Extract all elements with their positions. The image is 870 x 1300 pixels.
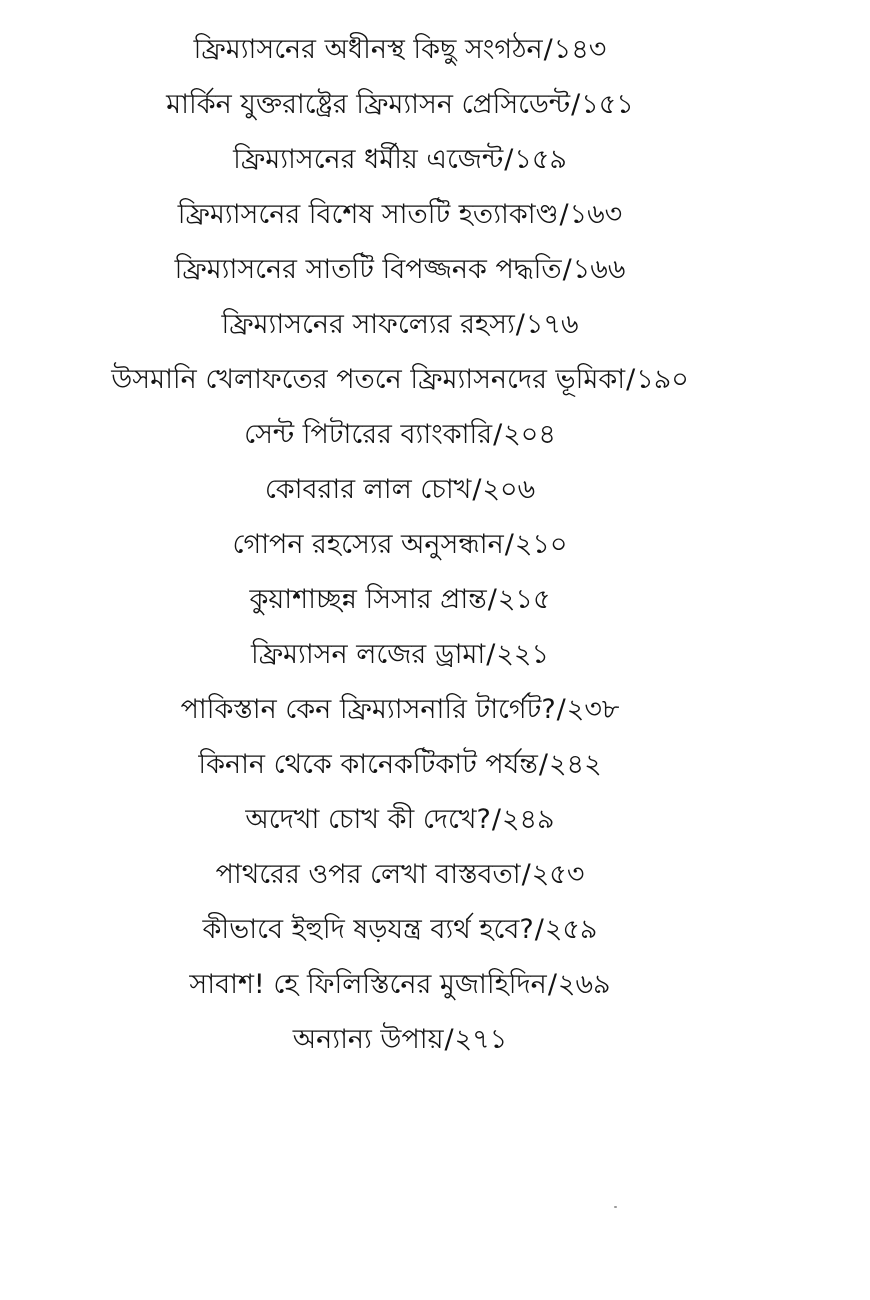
toc-entry-title: কোবরার লাল চোখ: [264, 474, 472, 505]
toc-entry: [0, 690, 800, 745]
toc-entry-page: ২৭১: [454, 1024, 508, 1055]
toc-entry-title: গোপন রহস্যের অনুসন্ধান: [232, 529, 504, 560]
toc-separator: /: [493, 419, 503, 450]
toc-entry-title: ফ্রিম্যাসনের ধর্মীয় এজেন্ট: [233, 144, 504, 175]
toc-entry-page: ১৫১: [581, 89, 634, 120]
toc-entry: [0, 800, 800, 855]
toc-entry-page: ২০৪: [503, 419, 556, 450]
toc-entry-title: পাথরের ওপর লেখা বাস্তবতা: [215, 859, 521, 890]
toc-entry: [0, 965, 800, 1020]
toc-entry: [0, 1020, 800, 1075]
toc-entry: [0, 635, 800, 690]
toc-entry: [0, 580, 800, 635]
toc-entry: [0, 745, 800, 800]
scan-speck: [614, 1206, 617, 1208]
toc-separator: /: [487, 584, 497, 615]
toc-entry: [0, 470, 800, 525]
toc-separator: /: [504, 529, 514, 560]
toc-entry-title: পাকিস্তান কেন ফ্রিম্যাসনারি টার্গেট?: [180, 694, 556, 725]
toc-entry: [0, 415, 800, 470]
toc-entry-title: সেন্ট পিটারের ব্যাংকারি: [244, 419, 493, 450]
toc-entry-page: ২১০: [514, 529, 568, 560]
toc-entry-page: ২৫৩: [531, 859, 585, 890]
toc-entry: [0, 140, 800, 195]
toc-entry-title: উসমানি খেলাফতের পতনে ফ্রিম্যাসনদের ভূমিকা: [111, 364, 626, 395]
toc-separator: /: [472, 474, 482, 505]
toc-entry-title: অন্যান্য উপায়: [292, 1024, 444, 1055]
toc-entry: [0, 525, 800, 580]
toc-separator: /: [515, 309, 525, 340]
table-of-contents: [0, 30, 800, 1075]
toc-entry-title: ফ্রিম্যাসনের অধীনস্থ কিছু সংগঠন: [193, 34, 543, 65]
toc-entry-page: ১৬৬: [572, 254, 626, 285]
toc-entry-title: ফ্রিম্যাসনের সাফল্যের রহস্য: [221, 309, 515, 340]
toc-separator: /: [556, 694, 566, 725]
toc-entry-page: ১৯০: [636, 364, 689, 395]
toc-separator: /: [626, 364, 636, 395]
toc-entry-page: ১৬৩: [569, 199, 623, 230]
toc-separator: /: [444, 1024, 454, 1055]
toc-separator: /: [571, 89, 581, 120]
toc-separator: /: [538, 749, 548, 780]
toc-entry-page: ২৪২: [549, 749, 602, 780]
toc-entry-title: সাবাশ! হে ফিলিস্তিনের মুজাহিদিন: [189, 969, 547, 1000]
toc-entry-title: কীভাবে ইহুদি ষড়যন্ত্র ব্যর্থ হবে?: [202, 914, 534, 945]
toc-entry-page: ২১৫: [497, 584, 551, 615]
toc-entry-page: ১৫৯: [514, 144, 567, 175]
toc-entry-title: ফ্রিম্যাসন লজের ড্রামা: [250, 639, 486, 670]
toc-separator: /: [562, 254, 572, 285]
toc-entry-page: ২৩৮: [566, 694, 620, 725]
toc-entry-title: কিনান থেকে কানেকটিকাট পর্যন্ত: [198, 749, 538, 780]
toc-entry-page: ২৫৯: [544, 914, 598, 945]
toc-entry: [0, 250, 800, 305]
toc-separator: /: [486, 639, 496, 670]
toc-entry: [0, 360, 800, 415]
toc-entry-page: ১৭৬: [525, 309, 579, 340]
toc-entry-page: ১৪৩: [553, 34, 607, 65]
toc-entry: [0, 305, 800, 360]
toc-entry-page: ২২১: [496, 639, 550, 670]
toc-entry: [0, 30, 800, 85]
toc-entry: [0, 855, 800, 910]
toc-entry-page: ২০৬: [482, 474, 536, 505]
toc-entry: [0, 910, 800, 965]
toc-separator: /: [521, 859, 531, 890]
toc-entry-title: ফ্রিম্যাসনের বিশেষ সাতটি হত্যাকাণ্ড: [177, 199, 559, 230]
toc-separator: /: [559, 199, 569, 230]
toc-entry-page: ২৪৯: [501, 804, 555, 835]
toc-entry-title: মার্কিন যুক্তরাষ্ট্রের ফ্রিম্যাসন প্রেসিডেন্ট: [166, 89, 571, 120]
toc-entry-title: অদেখা চোখ কী দেখে?: [245, 804, 491, 835]
toc-entry-page: ২৬৯: [557, 969, 611, 1000]
toc-entry: [0, 85, 800, 140]
toc-separator: /: [504, 144, 514, 175]
toc-separator: /: [491, 804, 501, 835]
toc-entry-title: ফ্রিম্যাসনের সাতটি বিপজ্জনক পদ্ধতি: [174, 254, 562, 285]
toc-entry: [0, 195, 800, 250]
toc-separator: /: [543, 34, 553, 65]
toc-entry-title: কুয়াশাচ্ছন্ন সিসার প্রান্ত: [249, 584, 487, 615]
toc-separator: /: [534, 914, 544, 945]
toc-separator: /: [547, 969, 557, 1000]
